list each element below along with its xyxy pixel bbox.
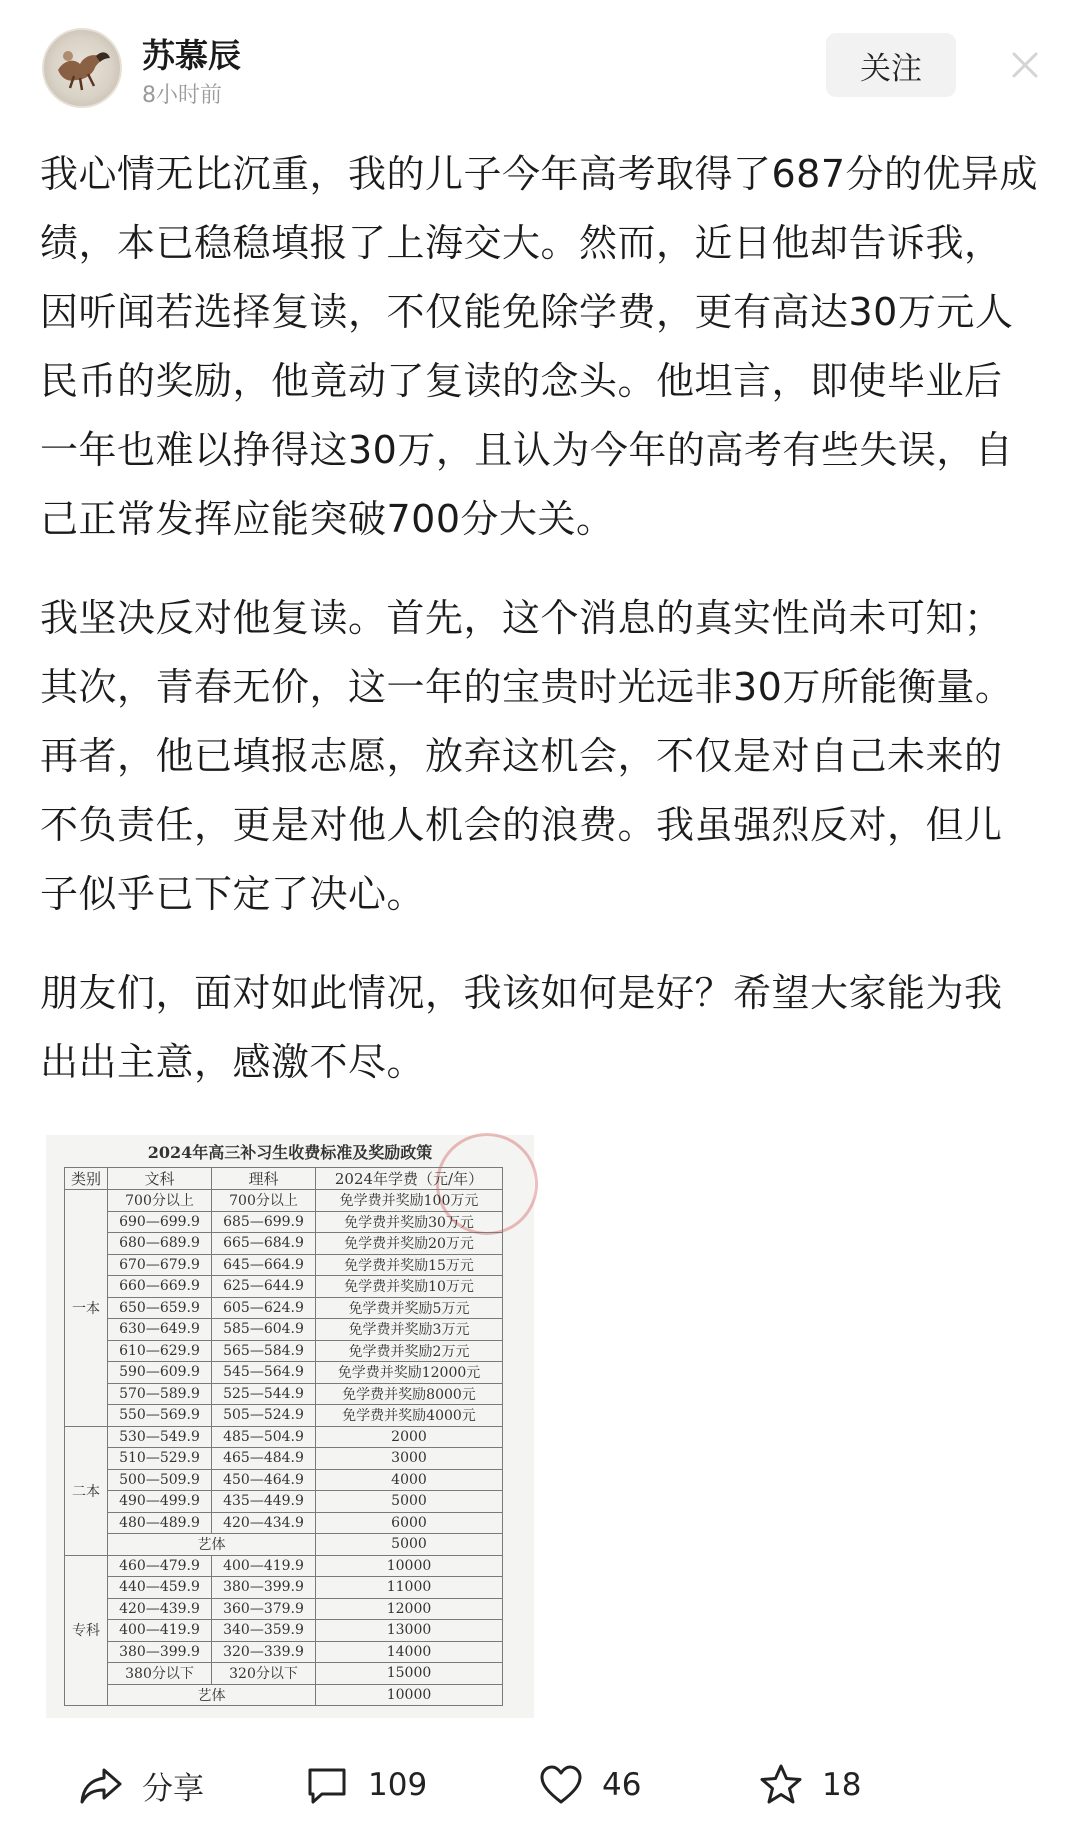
- table-title: 2024年高三补习生收费标准及奖励政策: [147, 1143, 433, 1162]
- table-cell: 420—434.9: [212, 1512, 316, 1534]
- table-row: [65, 1577, 503, 1599]
- table-header-cell: 文科: [108, 1168, 212, 1190]
- table-cell: 免学费并奖励3万元: [316, 1319, 503, 1341]
- table-cell: 免学费并奖励12000元: [316, 1362, 503, 1384]
- table-row: [65, 1641, 503, 1663]
- share-button[interactable]: [78, 1745, 204, 1825]
- table-cell: 免学费并奖励2万元: [316, 1340, 503, 1362]
- horse-painting-icon: [44, 30, 120, 106]
- post-header: [0, 0, 1080, 110]
- table-cell: 435—449.9: [212, 1491, 316, 1513]
- art-label-cell: 艺体: [108, 1534, 316, 1556]
- table-cell: 340—359.9: [212, 1620, 316, 1642]
- table-cell: 525—544.9: [212, 1383, 316, 1405]
- table-cell: 505—524.9: [212, 1405, 316, 1427]
- table-cell: 690—699.9: [108, 1211, 212, 1233]
- table-cell: 10000: [316, 1684, 503, 1706]
- table-row: [65, 1448, 503, 1470]
- table-cell: 14000: [316, 1641, 503, 1663]
- table-cell: 670—679.9: [108, 1254, 212, 1276]
- table-cell: 700分以上: [212, 1190, 316, 1212]
- table-cell: 530—549.9: [108, 1426, 212, 1448]
- star-icon: [758, 1762, 804, 1808]
- table-cell: 380—399.9: [108, 1641, 212, 1663]
- heart-icon: [538, 1762, 584, 1808]
- table-row: [65, 1383, 503, 1405]
- art-label-cell: 艺体: [108, 1684, 316, 1706]
- table-cell: 665—684.9: [212, 1233, 316, 1255]
- like-count: 46: [602, 1767, 642, 1803]
- post-body: [40, 140, 1040, 1097]
- action-bar: [0, 1745, 1080, 1825]
- comment-icon: [304, 1762, 350, 1808]
- table-cell: 380—399.9: [212, 1577, 316, 1599]
- table-row: [65, 1190, 503, 1212]
- table-cell: 460—479.9: [108, 1555, 212, 1577]
- fee-table-image[interactable]: [46, 1135, 534, 1718]
- table-cell: 免学费并奖励15万元: [316, 1254, 503, 1276]
- like-button[interactable]: [538, 1745, 641, 1825]
- table-cell: 免学费并奖励30万元: [316, 1211, 503, 1233]
- category-cell: 专科: [65, 1555, 108, 1706]
- table-row: [65, 1297, 503, 1319]
- table-header-row: [65, 1168, 503, 1190]
- table-cell: 6000: [316, 1512, 503, 1534]
- table-cell: 10000: [316, 1555, 503, 1577]
- share-icon: [78, 1762, 124, 1808]
- table-cell: 12000: [316, 1598, 503, 1620]
- table-row: [65, 1555, 503, 1577]
- table-row: [65, 1534, 503, 1556]
- table-row: [65, 1663, 503, 1685]
- table-cell: 免学费并奖励100万元: [316, 1190, 503, 1212]
- post-paragraph: 我坚决反对他复读。首先，这个消息的真实性尚未可知；其次，青春无价，这一年的宝贵时光远非30万所能衡量。再者，他已填报志愿，放弃这机会，不仅是对自己未来的不负责任，更是对他人机会的浪费。我虽强烈反对，但儿子似乎已下定了决心。: [40, 596, 1014, 916]
- category-cell: 二本: [65, 1426, 108, 1555]
- table-cell: 320分以下: [212, 1663, 316, 1685]
- table-cell: 免学费并奖励4000元: [316, 1405, 503, 1427]
- table-cell: 565—584.9: [212, 1340, 316, 1362]
- table-cell: 485—504.9: [212, 1426, 316, 1448]
- table-cell: 440—459.9: [108, 1577, 212, 1599]
- table-row: [65, 1340, 503, 1362]
- table-row: [65, 1362, 503, 1384]
- post-paragraph: 朋友们，面对如此情况，我该如何是好？希望大家能为我出出主意，感激不尽。: [40, 971, 1003, 1084]
- table-row: [65, 1233, 503, 1255]
- table-cell: 685—699.9: [212, 1211, 316, 1233]
- table-cell: 11000: [316, 1577, 503, 1599]
- table-cell: 480—489.9: [108, 1512, 212, 1534]
- category-cell: 一本: [65, 1190, 108, 1427]
- table-row: [65, 1276, 503, 1298]
- table-cell: 450—464.9: [212, 1469, 316, 1491]
- table-cell: 3000: [316, 1448, 503, 1470]
- table-row: [65, 1620, 503, 1642]
- table-row: [65, 1598, 503, 1620]
- table-row: [65, 1211, 503, 1233]
- table-row: [65, 1405, 503, 1427]
- table-cell: 5000: [316, 1491, 503, 1513]
- table-cell: 510—529.9: [108, 1448, 212, 1470]
- table-cell: 605—624.9: [212, 1297, 316, 1319]
- close-icon[interactable]: [1010, 50, 1040, 80]
- share-label: 分享: [142, 1770, 204, 1807]
- author-name[interactable]: 苏慕辰: [142, 36, 241, 75]
- table-cell: 545—564.9: [212, 1362, 316, 1384]
- table-cell: 380分以下: [108, 1663, 212, 1685]
- table-cell: 免学费并奖励8000元: [316, 1383, 503, 1405]
- table-cell: 590—609.9: [108, 1362, 212, 1384]
- follow-button[interactable]: 关注: [826, 33, 956, 97]
- table-cell: 400—419.9: [212, 1555, 316, 1577]
- table-cell: 625—644.9: [212, 1276, 316, 1298]
- table-cell: 5000: [316, 1534, 503, 1556]
- table-cell: 645—664.9: [212, 1254, 316, 1276]
- table-cell: 13000: [316, 1620, 503, 1642]
- table-cell: 550—569.9: [108, 1405, 212, 1427]
- table-cell: 660—669.9: [108, 1276, 212, 1298]
- table-cell: 610—629.9: [108, 1340, 212, 1362]
- table-cell: 360—379.9: [212, 1598, 316, 1620]
- table-header-cell: 理科: [212, 1168, 316, 1190]
- table-cell: 免学费并奖励5万元: [316, 1297, 503, 1319]
- table-row: [65, 1512, 503, 1534]
- table-cell: 500—509.9: [108, 1469, 212, 1491]
- table-row: [65, 1491, 503, 1513]
- table-row: [65, 1684, 503, 1706]
- table-header-cell: 2024年学费（元/年）: [316, 1168, 503, 1190]
- table-cell: 400—419.9: [108, 1620, 212, 1642]
- table-cell: 680—689.9: [108, 1233, 212, 1255]
- favorite-count: 18: [822, 1767, 862, 1803]
- table-header-cell: 类别: [65, 1168, 108, 1190]
- table-row: [65, 1254, 503, 1276]
- table-cell: 免学费并奖励10万元: [316, 1276, 503, 1298]
- table-cell: 585—604.9: [212, 1319, 316, 1341]
- table-cell: 2000: [316, 1426, 503, 1448]
- table-cell: 免学费并奖励20万元: [316, 1233, 503, 1255]
- table-row: [65, 1469, 503, 1491]
- table-cell: 15000: [316, 1663, 503, 1685]
- table-cell: 320—339.9: [212, 1641, 316, 1663]
- post-paragraph: 我心情无比沉重，我的儿子今年高考取得了687分的优异成绩，本已稳稳填报了上海交大。然而，近日他却告诉我，因听闻若选择复读，不仅能免除学费，更有高达30万元人民币的奖励，他竟动了复读的念头。他坦言，即使毕业后一年也难以挣得这30万，且认为今年的高考有些失误，自己正常发挥应能突破700分大关。: [40, 152, 1039, 541]
- comment-button[interactable]: [304, 1745, 427, 1825]
- table-cell: 490—499.9: [108, 1491, 212, 1513]
- table-cell: 630—649.9: [108, 1319, 212, 1341]
- table-cell: 700分以上: [108, 1190, 212, 1212]
- author-avatar[interactable]: [42, 28, 122, 108]
- table-row: [65, 1319, 503, 1341]
- table-cell: 4000: [316, 1469, 503, 1491]
- table-cell: 570—589.9: [108, 1383, 212, 1405]
- table-cell: 465—484.9: [212, 1448, 316, 1470]
- post-time: 8小时前: [142, 83, 222, 108]
- comment-count: 109: [368, 1767, 428, 1803]
- table-row: [65, 1426, 503, 1448]
- table-cell: 420—439.9: [108, 1598, 212, 1620]
- favorite-button[interactable]: [758, 1745, 861, 1825]
- fee-table: [64, 1167, 503, 1706]
- table-cell: 650—659.9: [108, 1297, 212, 1319]
